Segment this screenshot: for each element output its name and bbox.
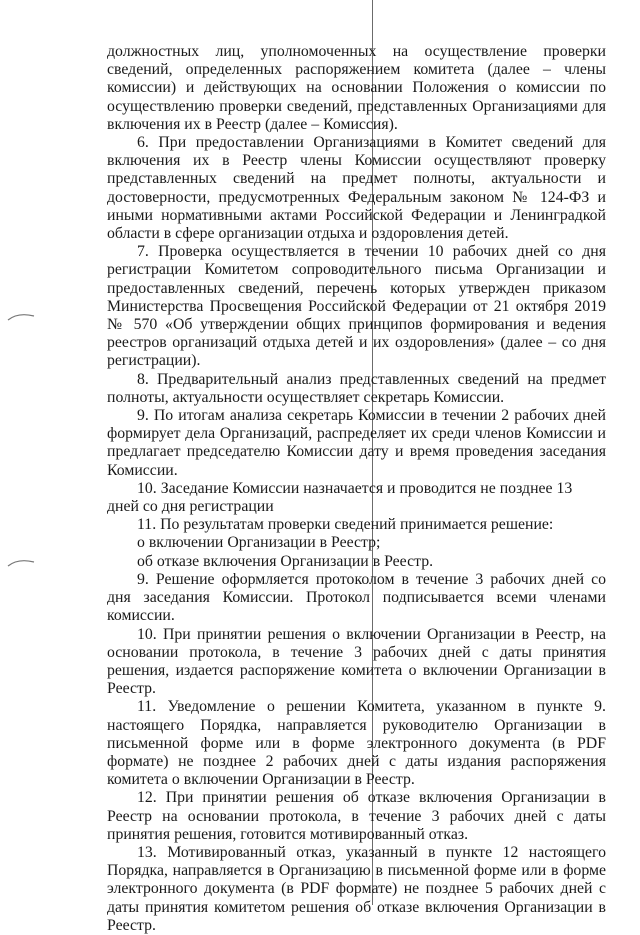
paragraph-item-6: 6. При предоставлении Организациями в Комитет сведений для включения их в Реестр члены Комиссии осуществляют проверку представленных сведений на предмет полноты, актуальности и достоверности, предусмотренных Федеральным законом № 124-ФЗ и иными нормативными актами Российской Федерации и Ленинградкой области в сфере организации отдыха и оздоровления детей. [107,134,606,243]
scan-artifact-mark [6,312,36,322]
paragraph-item-9-protocol: 9. Решение оформляется протоколом в течение 3 рабочих дней со дня заседания Комиссии. Протокол подписывается всеми членами комиссии. [107,570,606,625]
decision-option-include: о включении Организации в Реестр; [137,534,381,552]
paragraph-item-12: 12. При принятии решения об отказе включения Организации в Реестр на основании протокола, в течение 3 рабочих дней с даты принятия решения, готовится мотивированный отказ. [107,789,606,843]
scan-artifact-mark [6,558,36,568]
paragraph-item-11: 11. По результатам проверки сведений принимается решение: [137,516,554,534]
paragraph-item-10: 10. Заседание Комиссии назначается и проводится не позднее 13 дней со дня регистрации [107,479,573,516]
paragraph: должностных лиц, уполномоченных на осуществление проверки сведений, определенных распоряжением комитета (далее – члены комиссии) и действующих на основании Положения о комиссии по осуществлению проверки сведений, представленных Организациями для включения их в Реестр (далее – Комиссия). [107,43,606,133]
paragraph-item-8: 8. Предварительный анализ представленных сведений на предмет полноты, актуальности осуществляет секретарь Комиссии. [107,370,606,406]
paragraph-item-10-order: 10. При принятии решения о включении Организации в Реестр, на основании протокола, в течение 3 рабочих дней с даты принятия решения, издается распоряжение комитета о включении Организации в Реестр. [107,625,606,698]
document-body [107,43,606,935]
paragraph-item-11-notice: 11. Уведомление о решении Комитета, указанном в пункте 9. настоящего Порядка, направляется руководителю Организации в письменной форме или в форме электронного документа (в PDF формате) не позднее 2 рабочих дней с даты издания распоряжения комитета о включении Организации в Реестр. [107,698,606,789]
decision-option-refuse: об отказе включения Организации в Реестр. [137,552,434,570]
paragraph-item-7: 7. Проверка осуществляется в течении 10 рабочих дней со дня регистрации Комитетом сопроводительного письма Организации и предоставленных сведений, перечень которых утвержден приказом Министерства Просвещения Российской Федерации от 21 октября 2019 № 570 «Об утверждении общих принципов формирования и ведения реестров организаций отдыха детей и их оздоровления» (далее – со дня регистрации). [107,243,606,370]
paragraph-item-13: 13. Мотивированный отказ, указанный в пункте 12 настоящего Порядка, направляется в Организацию в письменной форме или в форме электронного документа (в PDF формате) не позднее 5 рабочих дней с даты принятия комитетом решения об отказе включения Организации в Реестр. [107,843,606,934]
paragraph-item-9: 9. По итогам анализа секретарь Комиссии в течении 2 рабочих дней формирует дела Организаций, распределяет их среди членов Комиссии и предлагает председателю Комиссии дату и время проведения заседания Комиссии. [107,407,606,479]
